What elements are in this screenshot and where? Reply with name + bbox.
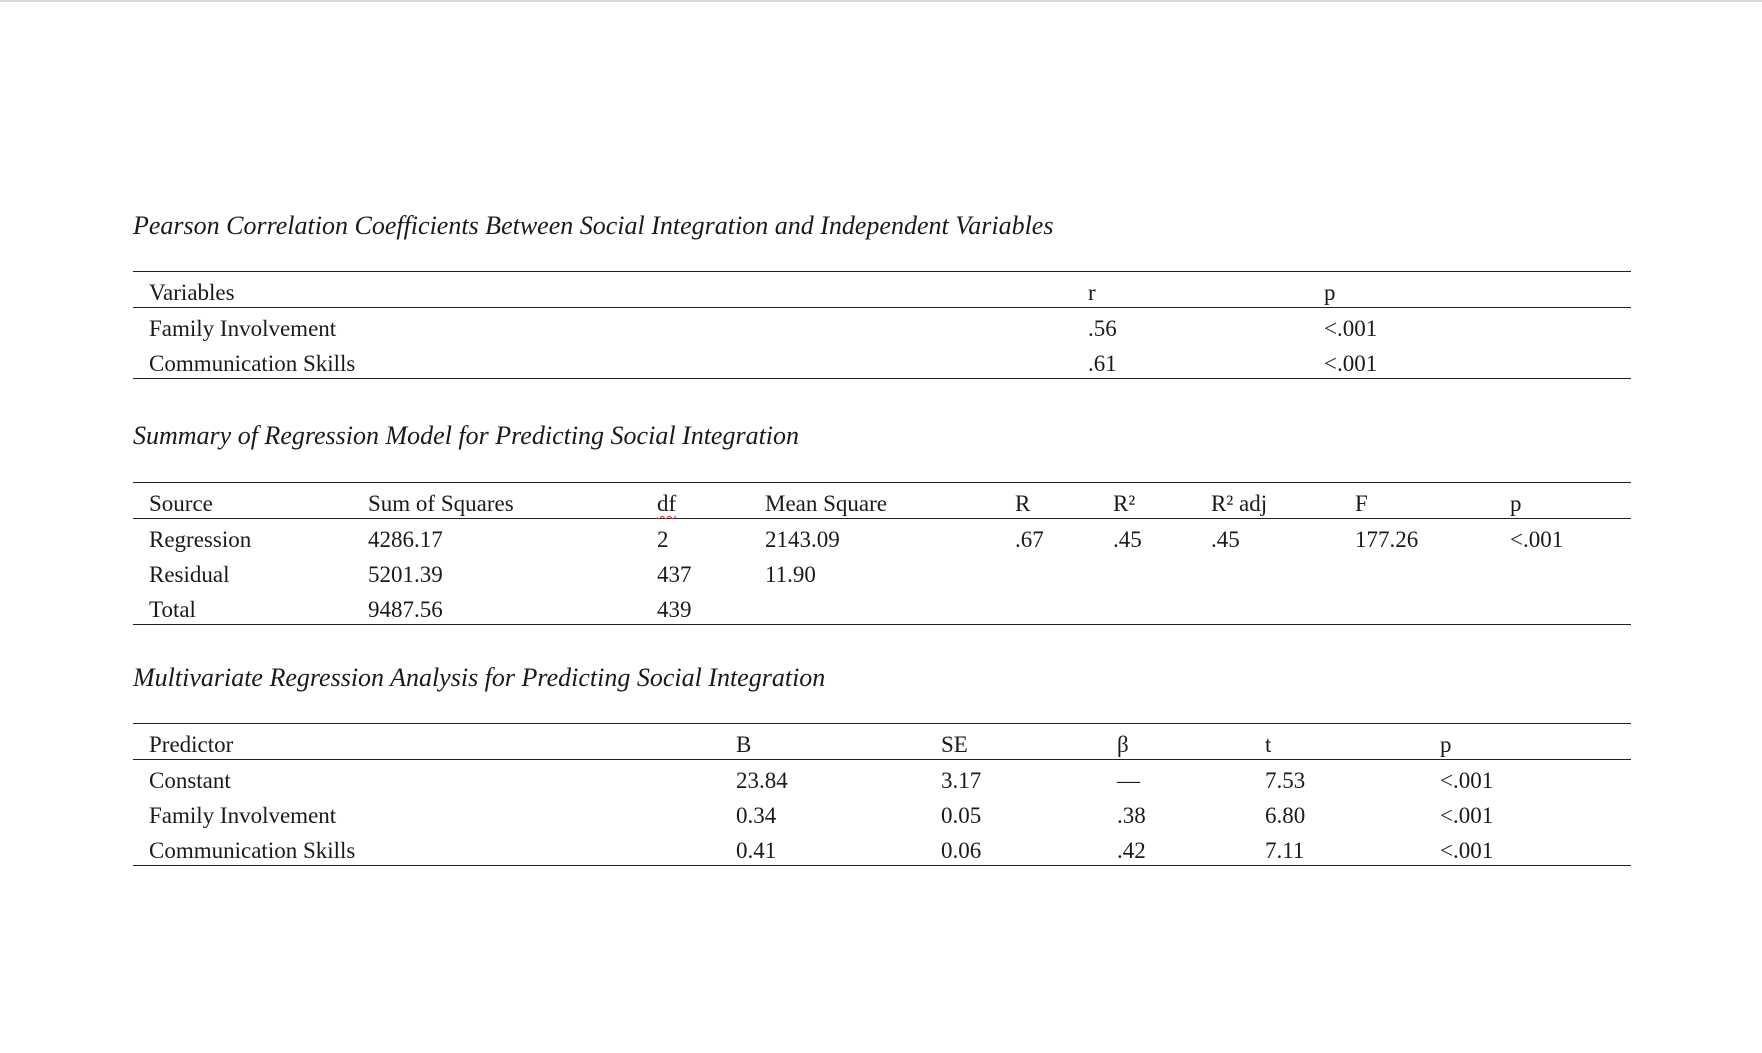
- table-row: [133, 830, 1631, 866]
- cell-p: [1494, 589, 1631, 625]
- page-top-border: [0, 0, 1762, 2]
- spellcheck-underlined-text[interactable]: df: [657, 491, 677, 516]
- col-header-source: Source: [149, 491, 213, 516]
- cell-p: <.001: [1440, 803, 1494, 828]
- cell-predictor: Constant: [149, 768, 231, 793]
- cell-variable: Family Involvement: [149, 316, 337, 341]
- cell-t: 7.53: [1265, 768, 1306, 793]
- cell-f: [1339, 554, 1494, 589]
- table3-caption: Multivariate Regression Analysis for Predicting Social Integration: [133, 663, 826, 692]
- cell-se: 3.17: [941, 768, 982, 793]
- table-row: [133, 519, 1631, 555]
- table1-caption: Pearson Correlation Coefficients Between Social Integration and Independent Variables: [133, 211, 1054, 240]
- cell-source: Total: [149, 597, 196, 622]
- cell-b: 0.41: [736, 838, 777, 863]
- cell-df: 2: [657, 527, 669, 552]
- col-header-p: p: [1510, 491, 1522, 516]
- cell-p: <.001: [1510, 527, 1564, 552]
- cell-beta: —: [1117, 768, 1140, 793]
- cell-se: 0.06: [941, 838, 982, 863]
- col-header-p: p: [1324, 280, 1336, 305]
- cell-df: 437: [657, 562, 692, 587]
- col-header-r-squared-adj: R² adj: [1211, 491, 1268, 516]
- col-header-r-squared: R²: [1113, 491, 1136, 516]
- col-header-se: SE: [941, 732, 968, 757]
- cell-r-squared: .45: [1113, 527, 1142, 552]
- table-row: [133, 760, 1631, 796]
- cell-r-squared-adj: .45: [1211, 527, 1240, 552]
- cell-p: [1494, 554, 1631, 589]
- col-header-variables: Variables: [149, 280, 235, 305]
- cell-p: <.001: [1324, 316, 1378, 341]
- cell-predictor: Family Involvement: [149, 803, 337, 828]
- cell-p: <.001: [1324, 351, 1378, 376]
- cell-se: 0.05: [941, 803, 982, 828]
- cell-beta: .38: [1117, 803, 1146, 828]
- table-header-row: [133, 483, 1631, 519]
- cell-r: [999, 589, 1097, 625]
- cell-sum-of-squares: 4286.17: [368, 527, 443, 552]
- table-row: [133, 554, 1631, 589]
- regression-summary-table: [133, 482, 1631, 625]
- table-row: [133, 795, 1631, 830]
- cell-b: 23.84: [736, 768, 788, 793]
- table2-caption: Summary of Regression Model for Predicting Social Integration: [133, 421, 800, 450]
- table-header-row: [133, 724, 1631, 760]
- cell-r-squared: [1097, 554, 1195, 589]
- cell-mean-square: 11.90: [765, 562, 816, 587]
- cell-r: .67: [1015, 527, 1044, 552]
- table-row: [133, 308, 1631, 344]
- col-header-sum-of-squares: Sum of Squares: [368, 491, 514, 516]
- table-header-row: [133, 272, 1631, 308]
- cell-f: [1339, 589, 1494, 625]
- table-row: [133, 343, 1631, 379]
- col-header-f: F: [1355, 491, 1368, 516]
- cell-mean-square: 2143.09: [765, 527, 840, 552]
- cell-source: Residual: [149, 562, 230, 587]
- cell-t: 6.80: [1265, 803, 1306, 828]
- cell-p: <.001: [1440, 838, 1494, 863]
- table-row: [133, 589, 1631, 625]
- col-header-df: [641, 483, 749, 519]
- correlation-table: [133, 271, 1631, 379]
- cell-f: 177.26: [1355, 527, 1419, 552]
- cell-r: .56: [1088, 316, 1117, 341]
- cell-beta: .42: [1117, 838, 1146, 863]
- col-header-beta: β: [1117, 732, 1129, 757]
- col-header-predictor: Predictor: [149, 732, 234, 757]
- cell-r: .61: [1088, 351, 1117, 376]
- col-header-mean-square: Mean Square: [765, 491, 887, 516]
- col-header-p: p: [1440, 732, 1452, 757]
- col-header-r: R: [1015, 491, 1031, 516]
- cell-source: Regression: [149, 527, 252, 552]
- cell-predictor: Communication Skills: [149, 838, 356, 863]
- col-header-b: B: [736, 732, 752, 757]
- cell-variable: Communication Skills: [149, 351, 356, 376]
- multivariate-regression-table: [133, 723, 1631, 866]
- cell-b: 0.34: [736, 803, 777, 828]
- col-header-r: r: [1088, 280, 1096, 305]
- cell-t: 7.11: [1265, 838, 1305, 863]
- cell-r: [999, 554, 1097, 589]
- cell-sum-of-squares: 5201.39: [368, 562, 443, 587]
- cell-r-squared-adj: [1195, 589, 1339, 625]
- cell-r-squared-adj: [1195, 554, 1339, 589]
- cell-p: <.001: [1440, 768, 1494, 793]
- cell-mean-square: [749, 589, 999, 625]
- cell-sum-of-squares: 9487.56: [368, 597, 443, 622]
- col-header-t: t: [1265, 732, 1272, 757]
- cell-r-squared: [1097, 589, 1195, 625]
- cell-df: 439: [657, 597, 692, 622]
